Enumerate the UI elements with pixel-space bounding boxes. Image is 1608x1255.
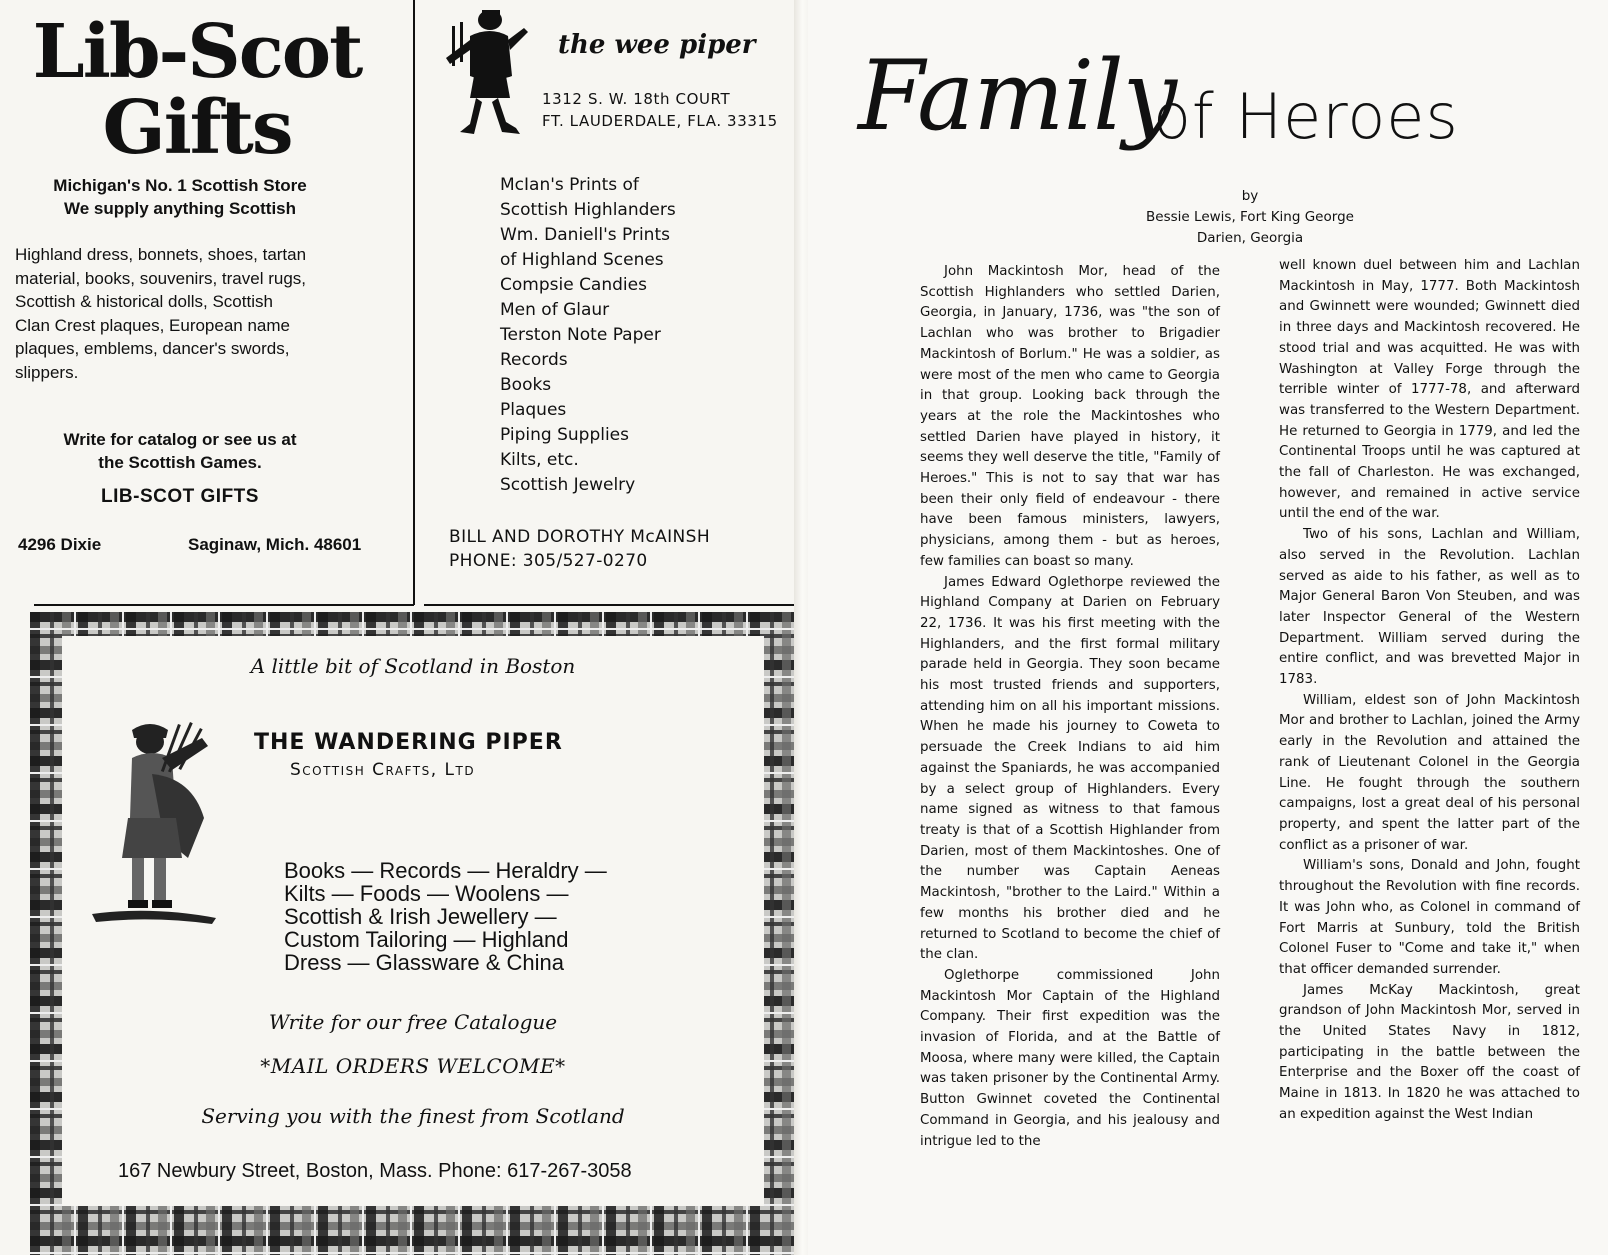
- list-item: Piping Supplies: [500, 425, 629, 445]
- weepiper-phone: PHONE: 305/527-0270: [449, 551, 648, 571]
- wp-address: 167 Newbury Street, Boston, Mass. Phone: 617-267-3058: [118, 1160, 632, 1182]
- wp-product-list: [284, 859, 607, 974]
- list-item: Kilts, etc.: [500, 450, 579, 470]
- page-gutter: [794, 0, 808, 1255]
- libscot-logo-line1: Lib-Scot: [32, 9, 362, 95]
- list-item: Compsie Candies: [500, 275, 647, 295]
- article-byline: [1000, 186, 1500, 249]
- article-column-2: [1279, 256, 1580, 1126]
- list-item: Kilts — Foods — Woolens —: [284, 881, 569, 906]
- ad-divider-horizontal: [34, 604, 414, 606]
- list-item: Plaques: [500, 400, 567, 420]
- libscot-product-line: Clan Crest plaques, European name: [15, 315, 290, 335]
- list-item: Books — Records — Heraldry —: [284, 858, 607, 883]
- libscot-product-line: slippers.: [15, 362, 79, 382]
- libscot-tagline: [0, 174, 360, 220]
- libscot-products: [15, 243, 355, 384]
- libscot-write-1: Write for catalog or see us at: [63, 430, 297, 449]
- weepiper-address: [542, 88, 778, 132]
- wp-store-name: THE WANDERING PIPER: [254, 730, 563, 755]
- byline-by: by: [1241, 188, 1259, 204]
- article-paragraph: James Edward Oglethorpe reviewed the Highland Company at Darien on February 22, 1736. It was his first meeting with the Highlanders, and the first formal military parade held in Georgia. They soon became his most trusted friends and supporters, attending him on all his important missions. When he made his journey to Coweta to persuade the Creek Indians to aid him against the Spaniards, he was accompanied by a select group of Highlanders. Every name signed as witness to that famous treaty is that of a Scottish Highlander from Darien, most of them Mackintoshes. One of the number was Captain Aeneas Mackintosh, "brother to the Laird." Within a few months his brother died and he returned to Scotland to become the chief of the clan.: [920, 574, 1220, 963]
- weepiper-address-2: FT. LAUDERDALE, FLA. 33315: [542, 112, 778, 130]
- article-column-1: [920, 262, 1220, 1152]
- list-item: Terston Note Paper: [500, 325, 661, 345]
- ad-divider-vertical: [413, 0, 415, 605]
- libscot-store-name: LIB-SCOT GIFTS: [101, 486, 259, 507]
- list-item: Men of Glaur: [500, 300, 610, 320]
- list-item: Scottish Jewelry: [500, 475, 636, 495]
- article-title-script: Family: [858, 40, 1176, 152]
- weepiper-owner: BILL AND DOROTHY McAINSH: [449, 527, 711, 547]
- libscot-product-line: plaques, emblems, dancer's swords,: [15, 339, 290, 358]
- list-item: of Highland Scenes: [500, 250, 664, 270]
- list-item: Dress — Glassware & China: [284, 950, 564, 975]
- bagpiper-icon: [92, 718, 232, 938]
- weepiper-title: the wee piper: [558, 30, 756, 60]
- libscot-logo-line2: Gifts: [102, 85, 292, 171]
- article-paragraph: Oglethorpe commissioned John Mackintosh Mor Captain of the Highland Company. Their first expedition was the invasion of Florida, and at the Battle of Moosa, where many were killed, the Captain was taken prisoner by the Continental Army. Button Gwinnet coveted the Continental Command in Georgia, and his jealousy and intrigue led to the: [920, 967, 1220, 1149]
- article-paragraph: well known duel between him and Lachlan Mackintosh in May, 1777. Both Mackintosh and Gwinnett were wounded; Gwinnett died in three days and Mackintosh recovered. He stood trial and was acquitted. He was with Washington at Valley Forge through the terrible winter of 1777-78, and afterward was transferred to the Western Department. He returned to Georgia in 1779, and led the Continental Troops until he was captured at the fall of Charleston. He was exchanged, however, and remained in active service until the end of the war.: [1279, 258, 1580, 522]
- list-item: Scottish & Irish Jewellery —: [284, 904, 557, 929]
- weepiper-product-list: [500, 173, 676, 498]
- wp-crafts-subtitle: Scottish Crafts, Ltd: [290, 760, 476, 780]
- list-item: Wm. Daniell's Prints: [500, 225, 670, 245]
- libscot-tagline-2: We supply anything Scottish: [63, 199, 297, 218]
- weepiper-contact: [449, 525, 710, 573]
- libscot-city: Saginaw, Mich. 48601: [188, 535, 362, 554]
- list-item: Custom Tailoring — Highland: [284, 927, 569, 952]
- article-paragraph: Two of his sons, Lachlan and William, also served in the Revolution. Lachlan served as aide to his father, as well as to Major General Baron Von Steuben, and was later Inspector General of the Western Department. William served during the entire conflict, and was brevetted Major in 1783.: [1279, 527, 1580, 688]
- article-title-rest: of Heroes: [1153, 80, 1459, 153]
- wp-serving-note: Serving you with the finest from Scotland: [201, 1104, 625, 1128]
- wp-tagline: A little bit of Scotland in Boston: [250, 654, 576, 678]
- libscot-tagline-1: Michigan's No. 1 Scottish Store: [53, 176, 307, 195]
- piper-silhouette-icon: [440, 6, 532, 138]
- libscot-logo: [12, 9, 382, 171]
- article-paragraph: William, eldest son of John Mackintosh Mor and brother to Lachlan, joined the Army early in the Revolution and attained the rank of Lieutenant Colonel in the Georgia Line. He fought through the southern campaigns, lost a great deal of his personal property, and spent the latter part of the conflict as a prisoner of war.: [1279, 692, 1580, 853]
- libscot-product-line: Highland dress, bonnets, shoes, tartan: [15, 245, 307, 264]
- article-paragraph: James McKay Mackintosh, great grandson of John Mackintosh Mor, served in the United States Navy in 1812, participating in the battle between the Enterprise and the Boxer off the coast of Maine in 1813. In 1820 he was attached to an expedition against the West Indian: [1279, 982, 1580, 1122]
- wp-catalogue-note: Write for our free Catalogue: [268, 1010, 558, 1034]
- list-item: Scottish Highlanders: [500, 200, 676, 220]
- article-paragraph: William's sons, Donald and John, fought throughout the Revolution with fine records. It was John who, as Colonel in command of Fort Marris at Sunbury, told the British Colonel Fuser to "Come and take it," when that officer demanded surrender.: [1279, 858, 1580, 977]
- weepiper-address-1: 1312 S. W. 18th COURT: [542, 90, 731, 108]
- libscot-write-2: the Scottish Games.: [98, 453, 262, 472]
- list-item: McIan's Prints of: [500, 175, 639, 195]
- article-paragraph: John Mackintosh Mor, head of the Scottish Highlanders who settled Darien, Georgia, in January, 1736, was "the son of Lachlan who was brother to Brigadier Mackintosh of Borlum." He was a soldier, as were most of the men who came to Georgia in that group. Looking back through the years at the role the Mackintoshes who settled Darien have played in history, it seems they well deserve the title, "Family of Heroes." This is not to say that war has been their only field of endeavour - there have been famous ministers, lawyers, physicians, among them - but as heroes, few families can boast so many.: [920, 264, 1220, 569]
- list-item: Records: [500, 350, 568, 370]
- byline-author: Bessie Lewis, Fort King George: [1146, 209, 1354, 225]
- libscot-product-line: material, books, souvenirs, travel rugs,: [15, 268, 307, 288]
- byline-place: Darien, Georgia: [1196, 230, 1304, 246]
- wp-mail-orders: *MAIL ORDERS WELCOME*: [260, 1054, 566, 1078]
- libscot-catalog-note: [0, 428, 360, 474]
- libscot-product-line: Scottish & historical dolls, Scottish: [15, 292, 273, 311]
- list-item: Books: [500, 375, 552, 395]
- ad-divider-horizontal-right: [424, 604, 794, 606]
- libscot-address: 4296 Dixie: [18, 535, 102, 554]
